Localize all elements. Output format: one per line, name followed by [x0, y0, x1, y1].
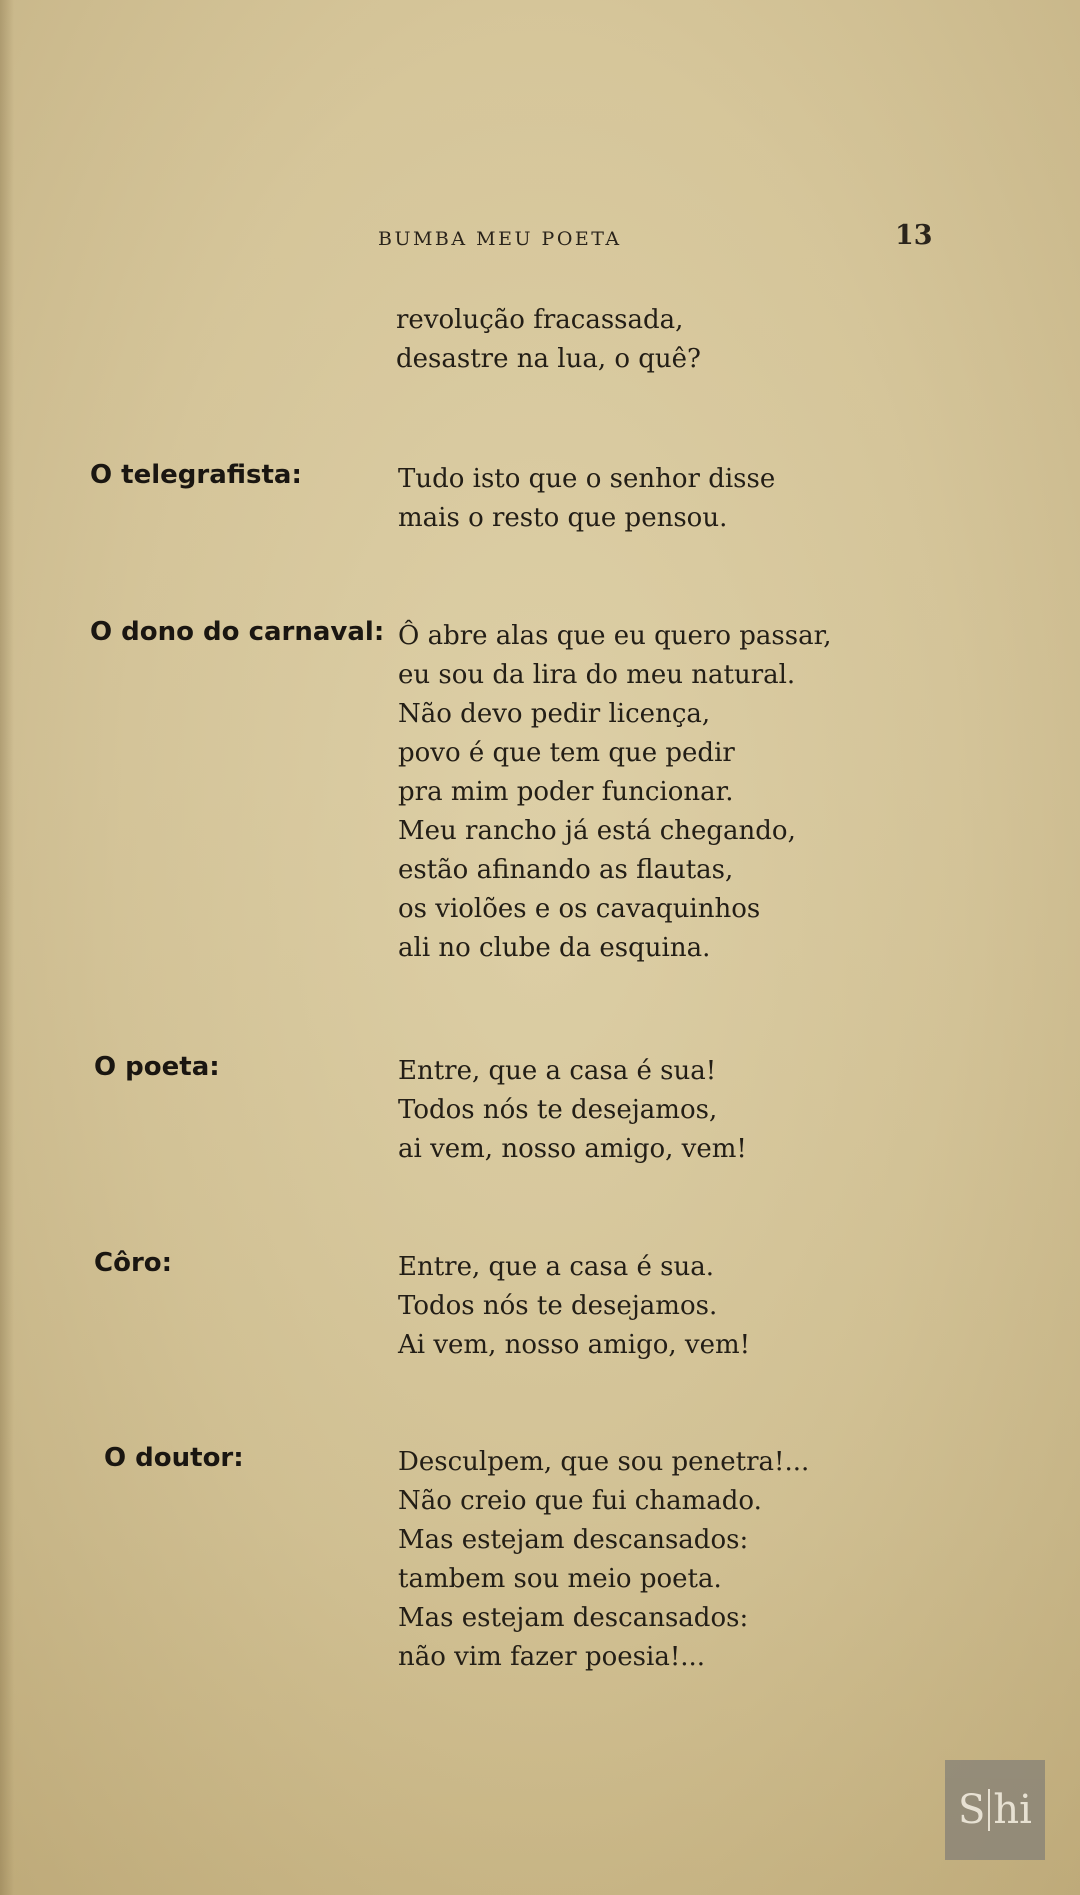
logo-text-left: S [958, 1787, 986, 1833]
speaker-name: O poeta: [94, 1052, 220, 1082]
verse-line: Tudo isto que o senhor disse [398, 464, 776, 494]
verse-line: revolução fracassada, [396, 305, 684, 335]
verse-line: eu sou da lira do meu natural. [398, 660, 796, 690]
logo-text-right: hi [993, 1787, 1032, 1833]
verse-line: os violões e os cavaquinhos [398, 894, 761, 924]
verse-line: Mas estejam descansados: [398, 1603, 749, 1633]
verse-line: não vim fazer poesia!... [398, 1642, 706, 1672]
verse-line: Ô abre alas que eu quero passar, [398, 621, 832, 651]
verse-lines [398, 1443, 809, 1677]
verse-line: Entre, que a casa é sua. [398, 1252, 714, 1282]
verse-line: Meu rancho já está chegando, [398, 816, 796, 846]
verse-line: Não creio que fui chamado. [398, 1486, 762, 1516]
verse-line: Entre, que a casa é sua! [398, 1056, 717, 1086]
verse-line: Todos nós te desejamos. [398, 1291, 718, 1321]
verse-lines [396, 301, 701, 379]
speaker-name: O doutor: [104, 1443, 244, 1473]
verse-line: desastre na lua, o quê? [396, 344, 701, 374]
verse-lines [398, 460, 775, 538]
verse-line: pra mim poder funcionar. [398, 777, 734, 807]
verse-line: Ai vem, nosso amigo, vem! [398, 1330, 751, 1360]
verse-line: ali no clube da esquina. [398, 933, 711, 963]
library-logo [945, 1760, 1045, 1860]
verse-lines [398, 1052, 747, 1169]
verse-line: Não devo pedir licença, [398, 699, 711, 729]
page-number: 13 [895, 220, 933, 251]
running-title: BUMBA MEU POETA [378, 228, 622, 250]
verse-lines [398, 1248, 750, 1365]
verse-line: estão afinando as flautas, [398, 855, 734, 885]
speaker-name: O telegrafista: [90, 460, 302, 490]
speaker-name: Côro: [94, 1248, 173, 1278]
verse-lines [398, 617, 831, 968]
verse-line: tambem sou meio poeta. [398, 1564, 722, 1594]
verse-line: Mas estejam descansados: [398, 1525, 749, 1555]
verse-line: ai vem, nosso amigo, vem! [398, 1134, 747, 1164]
verse-line: Desculpem, que sou penetra!... [398, 1447, 810, 1477]
verse-line: Todos nós te desejamos, [398, 1095, 718, 1125]
logo-bar-icon [988, 1789, 990, 1831]
speaker-name: O dono do carnaval: [90, 617, 385, 647]
verse-line: povo é que tem que pedir [398, 738, 735, 768]
verse-line: mais o resto que pensou. [398, 503, 728, 533]
